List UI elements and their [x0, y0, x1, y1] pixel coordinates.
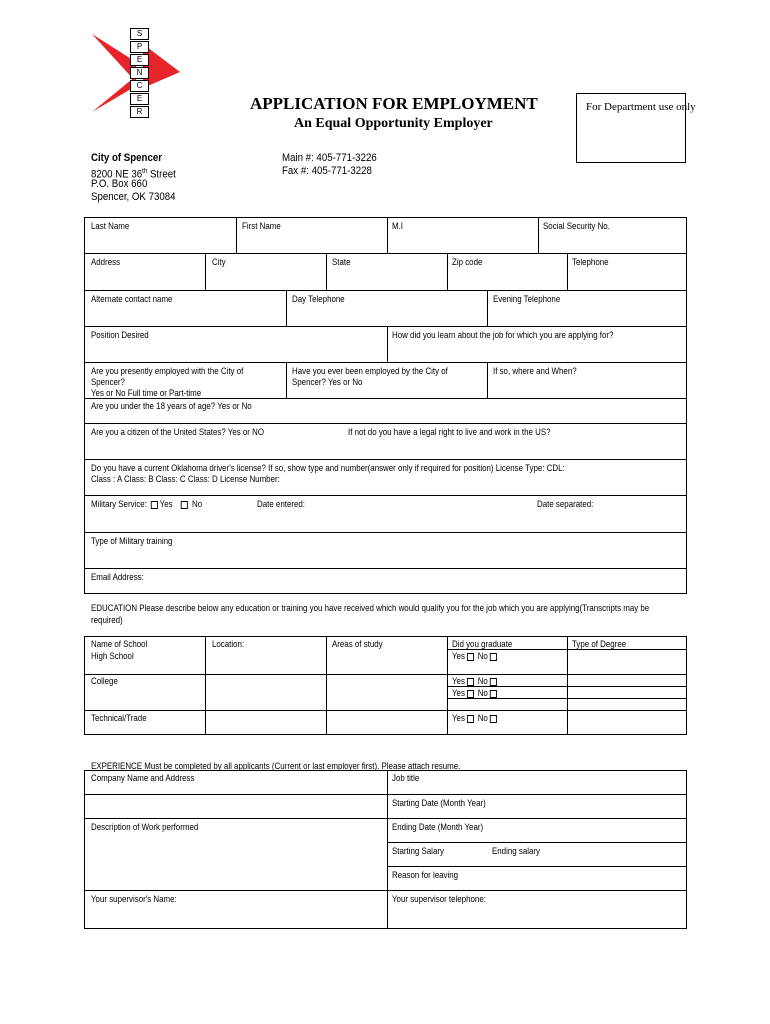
yes-label: Yes	[452, 651, 465, 661]
degree-header: Type of Degree	[572, 639, 627, 649]
tech-no-checkbox[interactable]	[490, 715, 497, 723]
high-school-label: High School	[91, 651, 134, 661]
org-street-number: 8200 NE 36	[91, 168, 143, 181]
graduate-technical	[452, 712, 498, 724]
tech-yes-checkbox[interactable]	[467, 715, 474, 723]
logo-letter: S	[130, 28, 149, 40]
position-label: Position Desired	[91, 330, 149, 340]
first-name-label: First Name	[242, 221, 281, 231]
no-label: No	[477, 713, 488, 723]
logo-letter: P	[130, 41, 149, 53]
department-use-box	[576, 93, 696, 163]
no-label: No	[477, 676, 488, 686]
license-label-1: Do you have a current Oklahoma driver's license? If so, show type and number(answer only if required for position) License Type: CDL:	[91, 463, 565, 473]
college-yes-checkbox[interactable]	[467, 678, 474, 686]
military-no-checkbox[interactable]	[181, 501, 188, 509]
starting-date-label: Starting Date (Month Year)	[392, 798, 486, 808]
main-phone: Main #: 405-771-3226	[282, 152, 377, 164]
legal-right-label: If not do you have a legal right to live and work in the US?	[348, 427, 551, 437]
employed-question-1: Are you presently employed with the City of	[91, 366, 244, 376]
telephone-label: Telephone	[572, 257, 609, 267]
ever-employed-question-1: Have you ever been employed by the City of	[292, 366, 448, 376]
spencer-logo	[88, 24, 188, 124]
ever-employed-question-2: Spencer? Yes or No	[292, 377, 363, 387]
learn-about-label: How did you learn about the job for which you are applying for?	[392, 330, 614, 340]
date-separated-label: Date separated:	[537, 499, 594, 509]
graduate-college-1	[452, 675, 498, 687]
military-training-label: Type of Military training	[91, 536, 173, 546]
address-label: Address	[91, 257, 121, 267]
hs-no-checkbox[interactable]	[490, 653, 497, 661]
graduate-high-school	[452, 650, 498, 662]
company-label: Company Name and Address	[91, 773, 195, 783]
school-name-header: Name of School	[91, 639, 148, 649]
college2-yes-checkbox[interactable]	[467, 690, 474, 698]
where-when-label: If so, where and When?	[493, 366, 577, 376]
mi-label: M.I	[392, 221, 403, 231]
department-use-label: For Department use only	[586, 101, 696, 113]
supervisor-name-label: Your supervisor's Name:	[91, 894, 177, 904]
org-citystate: Spencer, OK 73084	[91, 191, 176, 203]
logo-letter: C	[130, 80, 149, 92]
college2-no-checkbox[interactable]	[490, 690, 497, 698]
fax-number: Fax #: 405-771-3228	[282, 165, 372, 177]
last-name-label: Last Name	[91, 221, 130, 231]
org-name: City of Spencer	[91, 152, 163, 164]
ending-date-label: Ending Date (Month Year)	[392, 822, 484, 832]
military-service	[91, 498, 202, 510]
no-label: No	[477, 651, 488, 661]
yes-label: Yes	[452, 688, 465, 698]
no-label: No	[477, 688, 488, 698]
employed-question-2: Spencer?	[91, 377, 125, 387]
org-pobox: P.O. Box 660	[91, 178, 148, 190]
work-description-label: Description of Work performed	[91, 822, 199, 832]
alt-contact-label: Alternate contact name	[91, 294, 173, 304]
military-yes-label: Yes	[159, 499, 173, 509]
ending-salary-label: Ending salary	[492, 846, 541, 856]
military-service-label: Military Service:	[91, 499, 147, 509]
email-label: Email Address:	[91, 572, 144, 582]
evening-telephone-label: Evening Telephone	[493, 294, 561, 304]
education-heading-2: required)	[91, 615, 123, 625]
military-no-label: No	[191, 499, 203, 509]
day-telephone-label: Day Telephone	[292, 294, 345, 304]
page-subtitle: An Equal Opportunity Employer	[294, 116, 493, 131]
education-heading: EDUCATION Please describe below any education or training you have received which would qualify you for the job which you are applying(Transcripts may be	[91, 603, 650, 613]
ssn-label: Social Security No.	[543, 221, 610, 231]
logo-letter: E	[130, 93, 149, 105]
college-no-checkbox[interactable]	[490, 678, 497, 686]
location-header: Location:	[212, 639, 245, 649]
yes-label: Yes	[452, 676, 465, 686]
graduate-college-2	[452, 687, 498, 699]
logo-letter: E	[130, 54, 149, 66]
org-street-suffix: th	[142, 168, 148, 175]
areas-of-study-header: Areas of study	[332, 639, 383, 649]
starting-salary-label: Starting Salary	[392, 846, 444, 856]
military-yes-checkbox[interactable]	[151, 501, 158, 509]
state-label: State	[332, 257, 351, 267]
supervisor-telephone-label: Your supervisor telephone:	[392, 894, 486, 904]
hs-yes-checkbox[interactable]	[467, 653, 474, 661]
zip-label: Zip code	[452, 257, 483, 267]
date-entered-label: Date entered:	[257, 499, 306, 509]
job-title-label: Job title	[392, 773, 420, 783]
logo-letter: R	[130, 106, 149, 118]
reason-leaving-label: Reason for leaving	[392, 870, 459, 880]
employed-question-3: Yes or No Full time or Part-time	[91, 388, 202, 398]
yes-label: Yes	[452, 713, 465, 723]
college-label: College	[91, 676, 118, 686]
graduate-header: Did you graduate	[452, 639, 513, 649]
technical-label: Technical/Trade	[91, 713, 147, 723]
logo-letter: N	[130, 67, 149, 79]
under-18-label: Are you under the 18 years of age? Yes or No	[91, 401, 252, 411]
experience-heading: EXPERIENCE Must be completed by all applicants (Current or last employer first). Please attach resume.	[91, 761, 461, 771]
license-label-2: Class : A Class: B Class: C Class: D License Number:	[91, 474, 280, 484]
citizen-label: Are you a citizen of the United States? Yes or NO	[91, 427, 265, 437]
org-street-type: Street	[147, 168, 176, 181]
page-title: APPLICATION FOR EMPLOYMENT	[250, 94, 538, 113]
city-label: City	[212, 257, 226, 267]
